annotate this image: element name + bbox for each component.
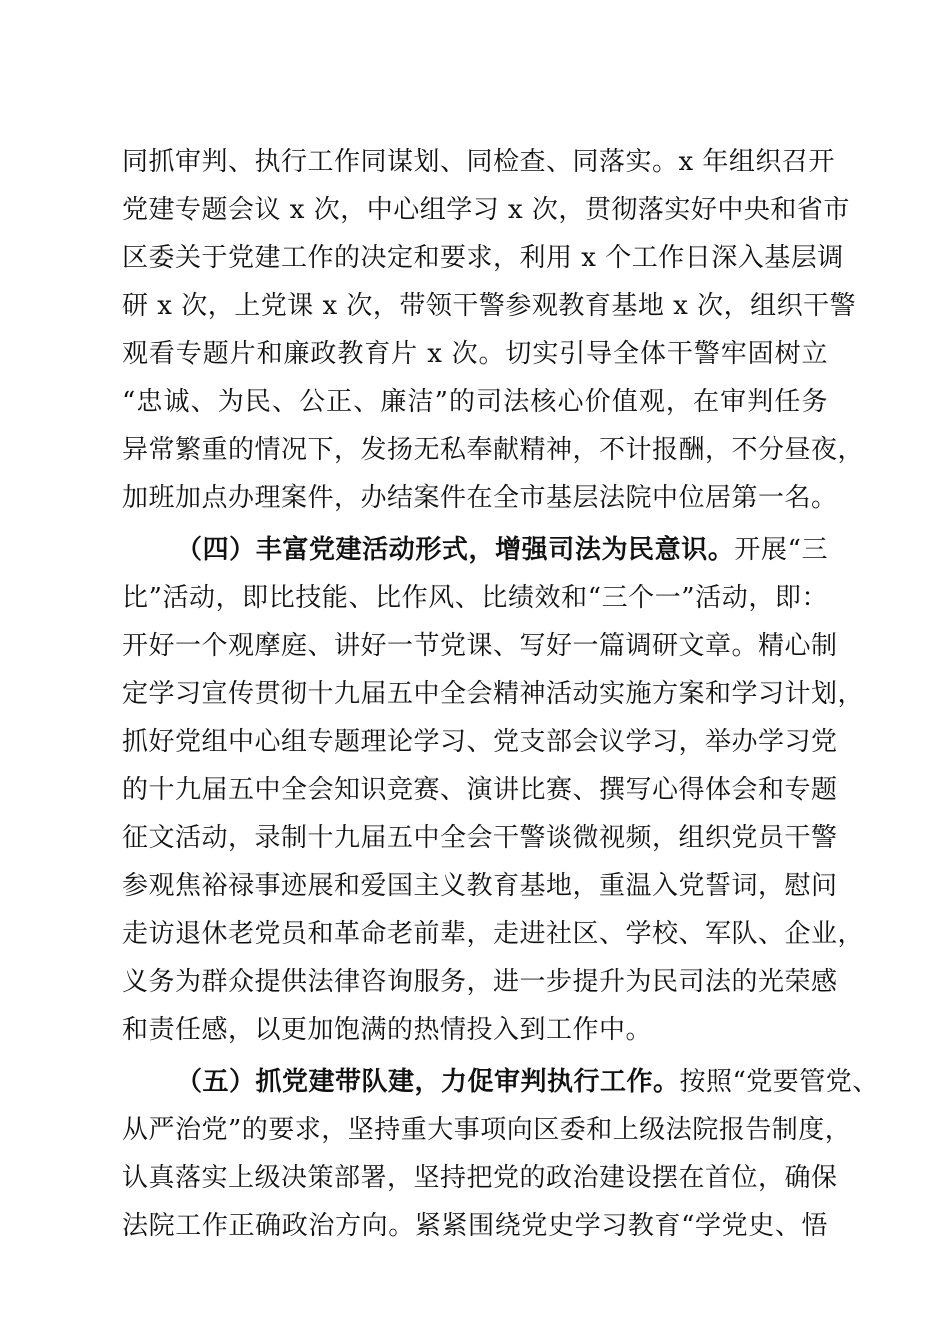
body-text-line: 党建专题会议 x 次，中心组学习 x 次，贯彻落实好中央和省市	[122, 195, 850, 225]
body-text-line: 认真落实上级决策部署，坚持把党的政治建设摆在首位，确保	[122, 1163, 838, 1193]
body-text-line: 加班加点办理案件，办结案件在全市基层法院中位居第一名。	[122, 483, 838, 513]
body-text-line: 比”活动，即比技能、比作风、比绩效和“三个一”活动，即：	[122, 583, 828, 613]
body-text-line: 区委关于党建工作的决定和要求，利用 x 个工作日深入基层调	[122, 243, 844, 273]
body-text-line: 从严治党”的要求，坚持重大事项向区委和上级法院报告制度，	[122, 1115, 852, 1145]
section-5-first-line	[176, 1062, 879, 1102]
body-text-line: 研 x 次，上党课 x 次，带领干警参观教育基地 x 次，组织干警	[122, 291, 857, 321]
body-text-line: “忠诚、为民、公正、廉洁”的司法核心价值观，在审判任务	[122, 387, 828, 417]
body-text-line: 的十九届五中全会知识竞赛、演讲比赛、撰写心得体会和专题	[122, 775, 838, 805]
body-text-line: 法院工作正确政治方向。紧紧围绕党史学习教育“学党史、悟	[122, 1211, 828, 1241]
body-text-line: 征文活动，录制十九届五中全会干警谈微视频，组织党员干警	[122, 823, 838, 853]
body-text-line: 观看专题片和廉政教育片 x 次。切实引导全体干警牢固树立	[122, 339, 828, 369]
section-4-heading: （四）丰富党建活动形式，增强司法为民意识。	[176, 535, 735, 565]
body-text-line: 和责任感，以更加饱满的热情投入到工作中。	[122, 1015, 653, 1045]
body-text-line: 定学习宣传贯彻十九届五中全会精神活动实施方案和学习计划，	[122, 679, 865, 709]
section-4-first-line	[176, 530, 828, 570]
body-text-line: 义务为群众提供法律咨询服务，进一步提升为民司法的光荣感	[122, 967, 838, 997]
body-text-line: 开好一个观摩庭、讲好一节党课、写好一篇调研文章。精心制	[122, 631, 838, 661]
section-4-first-line-text: 开展“三	[734, 535, 828, 565]
body-text-line: 走访退休老党员和革命老前辈，走进社区、学校、军队、企业，	[122, 919, 865, 949]
body-text-line: 异常繁重的情况下，发扬无私奉献精神，不计报酬，不分昼夜，	[122, 435, 865, 465]
body-text-line: 参观焦裕禄事迹展和爱国主义教育基地，重温入党誓词，慰问	[122, 871, 838, 901]
section-5-first-line-text: 按照“党要管党、	[679, 1067, 879, 1097]
body-text-line: 抓好党组中心组专题理论学习、党支部会议学习，举办学习党	[122, 727, 838, 757]
section-5-heading: （五）抓党建带队建，力促审判执行工作。	[176, 1067, 680, 1097]
body-text-line: 同抓审判、执行工作同谋划、同检查、同落实。x 年组织召开	[122, 147, 835, 177]
